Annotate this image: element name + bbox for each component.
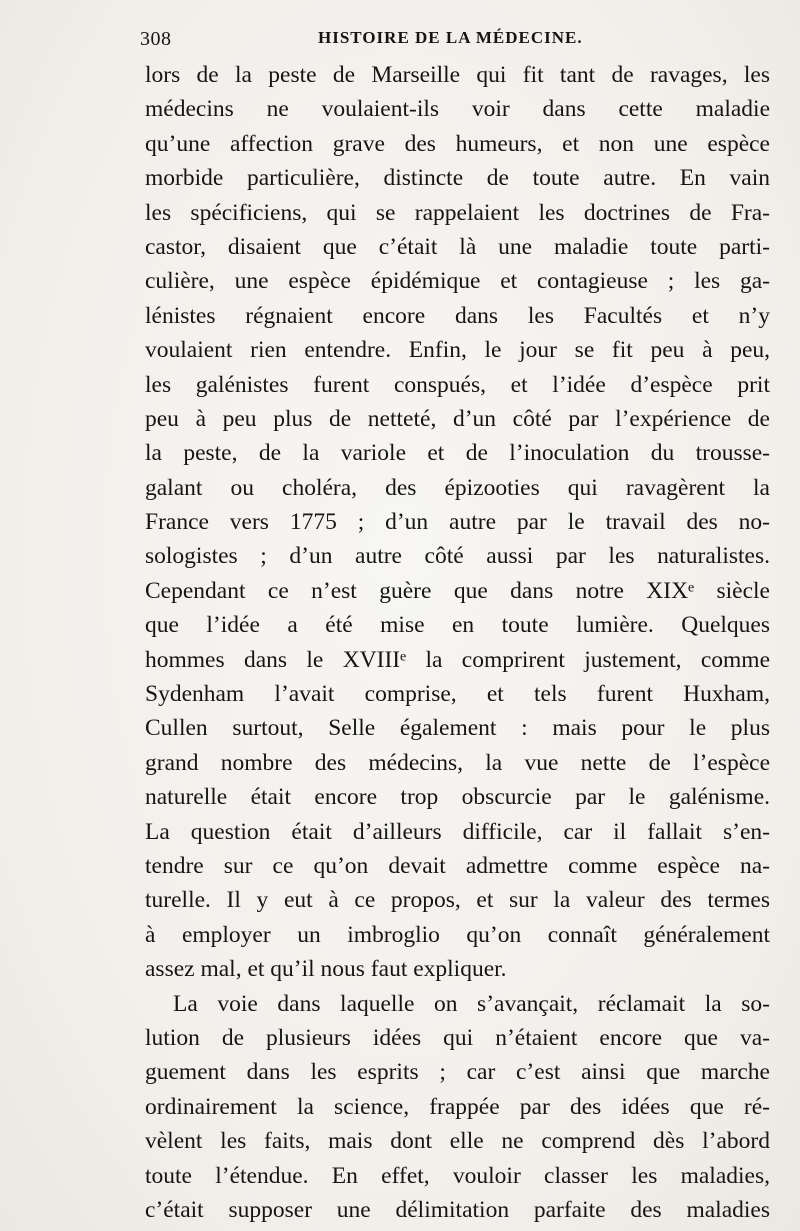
- text-line: lors de la peste de Marseille qui fit tant de ravages, les: [145, 62, 770, 88]
- text-line: Sydenham l’avait comprise, et tels furent Huxham,: [145, 681, 770, 708]
- running-title: HISTOIRE DE LA MÉDECINE.: [318, 28, 583, 47]
- text-line-paragraph-end: assez mal, et qu’il nous faut expliquer.: [145, 956, 507, 983]
- text-line: voulaient rien entendre. Enfin, le jour se fit peu à peu,: [145, 337, 770, 364]
- text-line: médecins ne voulaient-ils voir dans cette maladie: [145, 96, 770, 123]
- page-number: 308: [140, 28, 172, 50]
- text-line: lénistes régnaient encore dans les Facultés et n’y: [145, 302, 770, 329]
- text-line: tendre sur ce qu’on devait admettre comme espèce na-: [145, 852, 770, 879]
- text-line: lution de plusieurs idées qui n’étaient encore que va-: [145, 1024, 770, 1051]
- text-line: Cullen surtout, Selle également : mais pour le plus: [145, 715, 770, 742]
- text-line: La question était d’ailleurs difficile, car il fallait s’en-: [145, 818, 770, 845]
- text-line: c’était supposer une délimitation parfaite des maladies: [145, 1196, 770, 1223]
- text-line: France vers 1775 ; d’un autre par le travail des no-: [145, 509, 770, 536]
- text-line: ordinairement la science, frappée par des idées que ré-: [145, 1093, 770, 1120]
- text-line: Cependant ce n’est guère que dans notre XIXᵉ siècle: [145, 577, 770, 604]
- text-line: hommes dans le XVIIIᵉ la comprirent justement, comme: [145, 646, 770, 673]
- text-line: sologistes ; d’un autre côté aussi par les naturalistes.: [145, 543, 770, 570]
- running-header: [140, 24, 770, 56]
- text-line: que l’idée a été mise en toute lumière. Quelques: [145, 612, 770, 639]
- text-line: turelle. Il y eut à ce propos, et sur la valeur des termes: [145, 887, 770, 914]
- text-line: castor, disaient que c’était là une maladie toute parti-: [145, 233, 770, 260]
- text-line: la peste, de la variole et de l’inoculation du trousse-: [145, 440, 770, 467]
- text-line: guement dans les esprits ; car c’est ainsi que marche: [145, 1059, 770, 1086]
- text-line: naturelle était encore trop obscurcie par le galénisme.: [145, 784, 770, 811]
- text-line: toute l’étendue. En effet, vouloir classer les maladies,: [145, 1162, 770, 1189]
- text-line: morbide particulière, distincte de toute autre. En vain: [145, 165, 770, 192]
- text-line: grand nombre des médecins, la vue nette de l’espèce: [145, 749, 770, 776]
- text-line: les galénistes furent conspués, et l’idée d’espèce prit: [145, 371, 770, 398]
- text-line: les spécificiens, qui se rappelaient les doctrines de Fra-: [145, 199, 770, 226]
- text-line: vèlent les faits, mais dont elle ne comprend dès l’abord: [145, 1128, 770, 1155]
- text-line: qu’une affection grave des humeurs, et non une espèce: [145, 130, 770, 157]
- text-line-paragraph-start: La voie dans laquelle on s’avançait, réclamait la so-: [173, 990, 770, 1017]
- text-line: à employer un imbroglio qu’on connaît généralement: [145, 921, 770, 948]
- body-text: [145, 58, 770, 1227]
- text-line: culière, une espèce épidémique et contagieuse ; les ga-: [145, 268, 770, 295]
- text-line: peu à peu plus de netteté, d’un côté par l’expérience de: [145, 405, 770, 432]
- text-line: galant ou choléra, des épizooties qui ravagèrent la: [145, 474, 770, 501]
